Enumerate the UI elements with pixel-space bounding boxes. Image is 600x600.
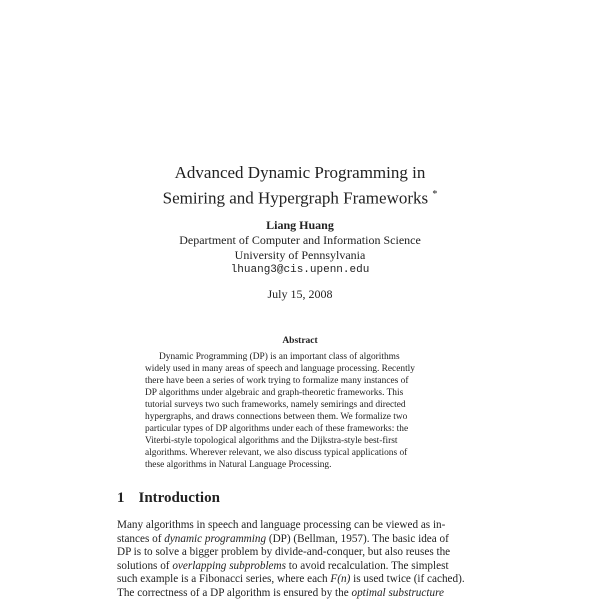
abstract-line: widely used in many areas of speech and language processing. Recently [145, 364, 415, 374]
abstract-line: hypergraphs, and draws connections between them. We formalize two [145, 412, 408, 422]
intro-text: stances of [117, 532, 165, 545]
intro-text: (DP) (Bellman, 1957). The basic idea of [266, 532, 449, 545]
author-name: Liang Huang [266, 218, 334, 232]
intro-emphasis: dynamic programming [164, 532, 267, 545]
intro-text: solutions of [117, 559, 173, 572]
title-line-2-text: Semiring and Hypergraph Frameworks [162, 188, 429, 208]
abstract-line: DP algorithms under algebraic and graph-theoretic frameworks. This [145, 388, 404, 398]
title-footnote-mark: * [432, 189, 438, 200]
intro-line-5 [117, 573, 483, 587]
abstract-line: these algorithms in Natural Language Processing. [145, 460, 332, 470]
intro-text: is used twice (if cached). [350, 573, 465, 585]
section-heading-introduction [117, 490, 220, 507]
intro-emphasis: overlapping subproblems [172, 559, 286, 572]
paper-date: July 15, 2008 [267, 287, 333, 301]
intro-line-3: DP is to solve a bigger problem by divide-and-conquer, but also reuses the [117, 546, 451, 558]
intro-emphasis: optimal substructure [351, 586, 444, 599]
introduction-body [117, 519, 483, 600]
author-block [0, 218, 600, 278]
abstract-line: algorithms. Wherever relevant, we also discuss typical applications of [145, 448, 408, 458]
abstract-heading: Abstract [282, 336, 318, 346]
abstract-line: tutorial surveys two such frameworks, namely semirings and directed [145, 400, 406, 410]
abstract-line: Dynamic Programming (DP) is an important class of algorithms [159, 352, 400, 362]
intro-line-1: Many algorithms in speech and language processing can be viewed as in- [117, 519, 446, 531]
abstract-line: there have been a series of work trying to formalize many instances of [145, 376, 409, 386]
section-number: 1 [117, 490, 125, 506]
intro-line-6 [117, 587, 483, 600]
intro-text: such example is a Fibonacci series, where each [117, 573, 331, 585]
intro-text: The correctness of a DP algorithm is ensured by the [117, 586, 352, 599]
author-email: lhuang3@cis.upenn.edu [230, 264, 370, 276]
title-line-1: Advanced Dynamic Programming in [174, 163, 426, 182]
intro-text: to avoid recalculation. The simplest [285, 559, 449, 572]
author-university: University of Pennsylvania [234, 248, 366, 262]
section-title: Introduction [138, 490, 220, 506]
intro-line-2 [117, 533, 483, 547]
intro-math: F(n) [330, 573, 351, 585]
paper-title [0, 162, 600, 210]
author-department: Department of Computer and Information Science [179, 233, 421, 247]
abstract-line: Viterbi-style topological algorithms and the Dijkstra-style best-first [145, 436, 398, 446]
abstract-body [145, 351, 454, 471]
intro-line-4 [117, 560, 483, 574]
title-line-2 [0, 184, 600, 210]
abstract-line: particular types of DP algorithms under each of these frameworks: the [145, 424, 409, 434]
